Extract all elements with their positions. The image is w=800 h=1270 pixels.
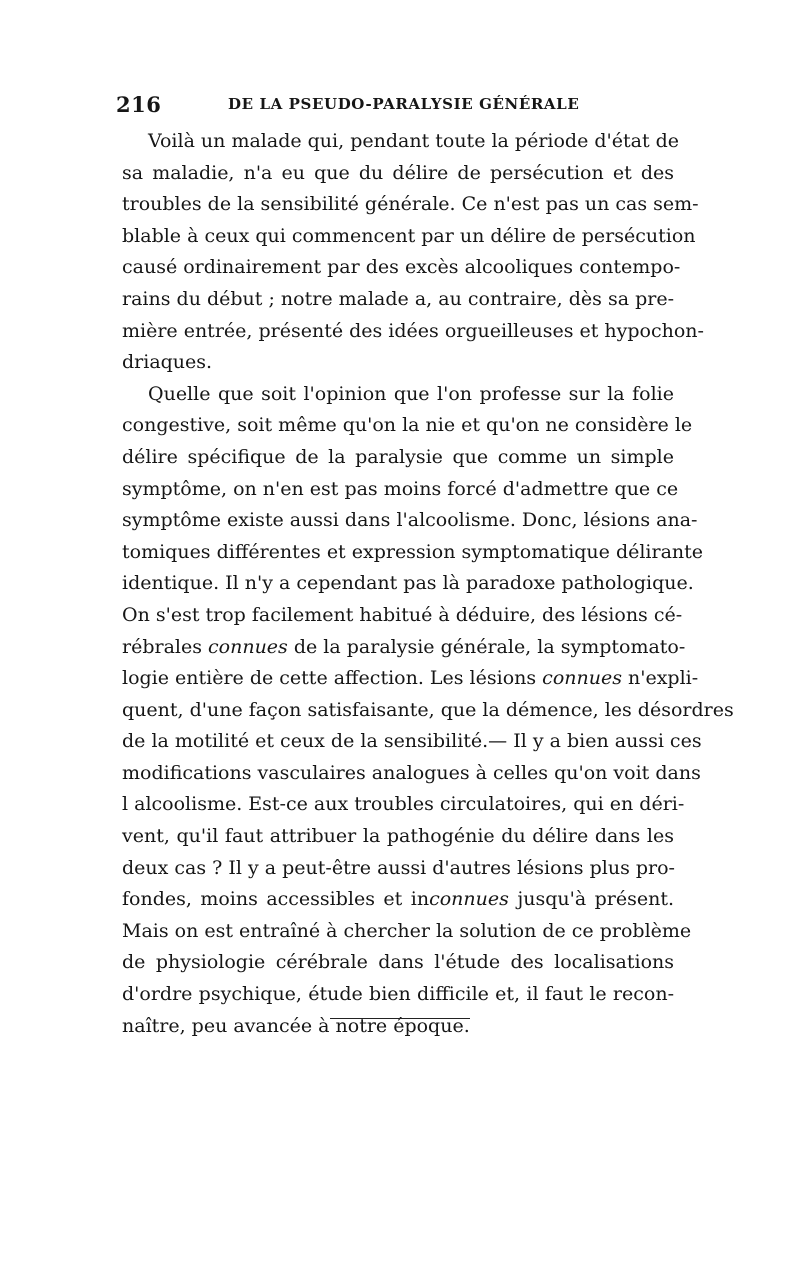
text-line: driaques. bbox=[122, 351, 213, 374]
text-line: symptôme existe aussi dans l'alcoolisme. Donc, lésions ana- bbox=[122, 509, 698, 532]
text-line: d'ordre psychique, étude bien difficile et, il faut le recon- bbox=[122, 983, 674, 1006]
text-line: tomiques différentes et expression symptomatique délirante bbox=[122, 540, 704, 563]
text-line: symptôme, on n'en est pas moins forcé d'admettre que ce bbox=[122, 477, 679, 500]
text-line: Mais on est entraîné à chercher la solution de ce problème bbox=[122, 919, 692, 942]
page-header bbox=[116, 92, 676, 120]
body-text bbox=[122, 126, 734, 1042]
text-line: rébrales connues de la paralysie générale, la symptomato- bbox=[122, 635, 686, 658]
text-line: modifications vasculaires analogues à celles qu'on voit dans bbox=[122, 761, 701, 784]
text-line: naître, peu avancée à notre époque. bbox=[122, 1014, 470, 1037]
text-line: blable à ceux qui commencent par un délire de persécution bbox=[122, 224, 696, 247]
text-line: causé ordinairement par des excès alcooliques contempo- bbox=[122, 256, 681, 279]
section-end-rule bbox=[330, 1018, 470, 1019]
text-line: Quelle que soit l'opinion que l'on professe sur la folie bbox=[148, 382, 674, 405]
text-line: On s'est trop facilement habitué à déduire, des lésions cé- bbox=[122, 603, 683, 626]
text-line: rains du début ; notre malade a, au contraire, dès sa pre- bbox=[122, 287, 674, 310]
running-title: DE LA PSEUDO-PARALYSIE GÉNÉRALE bbox=[228, 95, 580, 113]
text-line: sa maladie, n'a eu que du délire de persécution et des bbox=[122, 161, 674, 184]
text-line: délire spécifique de la paralysie que comme un simple bbox=[122, 445, 674, 468]
page-number: 216 bbox=[116, 92, 162, 117]
text-line: deux cas ? Il y a peut-être aussi d'autres lésions plus pro- bbox=[122, 856, 675, 879]
text-line: vent, qu'il faut attribuer la pathogénie du délire dans les bbox=[122, 825, 674, 848]
text-line: fondes, moins accessibles et inconnues jusqu'à présent. bbox=[122, 888, 674, 911]
text-line: mière entrée, présenté des idées orgueilleuses et hypochon- bbox=[122, 319, 704, 342]
text-line: quent, d'une façon satisfaisante, que la démence, les désordres bbox=[122, 698, 734, 721]
text-line: l alcoolisme. Est-ce aux troubles circulatoires, qui en déri- bbox=[122, 793, 685, 816]
text-line: troubles de la sensibilité générale. Ce n'est pas un cas sem- bbox=[122, 193, 699, 216]
text-line: de la motilité et ceux de la sensibilité.— Il y a bien aussi ces bbox=[122, 730, 702, 753]
text-line: Voilà un malade qui, pendant toute la période d'état de bbox=[148, 130, 680, 152]
text-line: de physiologie cérébrale dans l'étude des localisations bbox=[122, 951, 674, 974]
text-line: congestive, soit même qu'on la nie et qu'on ne considère le bbox=[122, 414, 693, 437]
text-line: identique. Il n'y a cependant pas là paradoxe pathologique. bbox=[122, 572, 694, 595]
text-line: logie entière de cette affection. Les lésions connues n'expli- bbox=[122, 667, 699, 690]
